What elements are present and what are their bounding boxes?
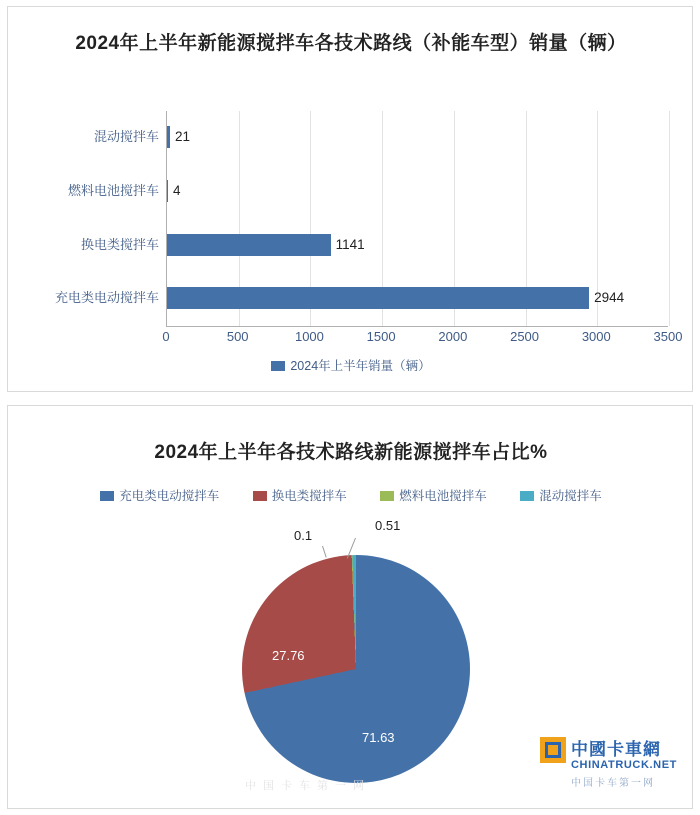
legend-label: 2024年上半年销量（辆） xyxy=(290,359,431,373)
site-watermark-logo xyxy=(540,735,680,789)
bar-value-label: 4 xyxy=(173,182,181,198)
bar-battery-swap[interactable] xyxy=(167,234,331,256)
pie-slice-value-battery-swap: 27.76 xyxy=(272,648,305,663)
x-tick-label: 500 xyxy=(226,329,249,344)
legend-swatch-icon xyxy=(253,491,267,501)
legend-label: 混动搅拌车 xyxy=(539,489,602,503)
gridline xyxy=(669,111,670,326)
x-tick-label: 1500 xyxy=(366,329,396,344)
pie-chart-graphic xyxy=(242,555,470,783)
watermark-en-text: CHINATRUCK.NET xyxy=(571,759,677,771)
bar-value-label: 21 xyxy=(175,129,191,144)
legend-item-charging[interactable] xyxy=(100,486,219,504)
legend-swatch-icon xyxy=(271,361,285,371)
x-tick-label: 2500 xyxy=(510,329,540,344)
watermark-faint-text: 中国卡车第一网 xyxy=(245,780,371,792)
legend-label: 充电类电动搅拌车 xyxy=(119,489,220,503)
pie-slice-value-fuelcell: 0.1 xyxy=(294,528,313,543)
x-tick-label: 1000 xyxy=(294,329,324,344)
legend-item-battery-swap[interactable] xyxy=(253,486,347,504)
pie-chart-legend[interactable] xyxy=(33,486,669,504)
x-tick-label: 2000 xyxy=(438,329,468,344)
x-tick-label: 3500 xyxy=(653,329,683,344)
bar-chart-plot-area xyxy=(54,111,669,326)
bar-category-label: 混动搅拌车 xyxy=(93,129,159,144)
bar-chart-legend[interactable] xyxy=(8,356,694,374)
legend-label: 换电类搅拌车 xyxy=(271,489,347,503)
pie-slice-value-charging: 71.63 xyxy=(362,730,395,745)
legend-item-fuelcell[interactable] xyxy=(380,486,487,504)
watermark-cn-text: 中國卡車網 xyxy=(571,740,661,759)
x-tick-label: 0 xyxy=(162,329,170,344)
legend-swatch-icon xyxy=(380,491,394,501)
x-axis-line xyxy=(166,326,668,327)
bar-category-label: 充电类电动搅拌车 xyxy=(54,290,159,306)
legend-label: 燃料电池搅拌车 xyxy=(399,489,487,503)
bar-value-label: 2944 xyxy=(594,290,625,306)
bar-category-label: 换电类搅拌车 xyxy=(80,236,159,252)
x-tick-label: 3000 xyxy=(581,329,611,344)
bar-category-label: 燃料电池搅拌车 xyxy=(67,182,159,198)
legend-swatch-icon xyxy=(520,491,534,501)
bar-charging-electric[interactable] xyxy=(167,287,589,309)
logo-square-icon xyxy=(540,737,566,763)
pie-circle[interactable] xyxy=(242,555,470,783)
legend-swatch-icon xyxy=(100,491,114,501)
pie-chart-title: 2024年上半年各技术路线新能源搅拌车占比% xyxy=(154,442,548,463)
watermark-sub-text: 中国卡车第一网 xyxy=(571,778,655,789)
bar-chart-panel xyxy=(7,6,693,392)
bar-chart-title: 2024年上半年新能源搅拌车各技术路线（补能车型）销量（辆） xyxy=(75,33,627,54)
pie-slice-value-mixed: 0.51 xyxy=(375,518,401,533)
legend-item-mixed[interactable] xyxy=(520,486,602,504)
bar-value-label: 1141 xyxy=(335,236,365,252)
